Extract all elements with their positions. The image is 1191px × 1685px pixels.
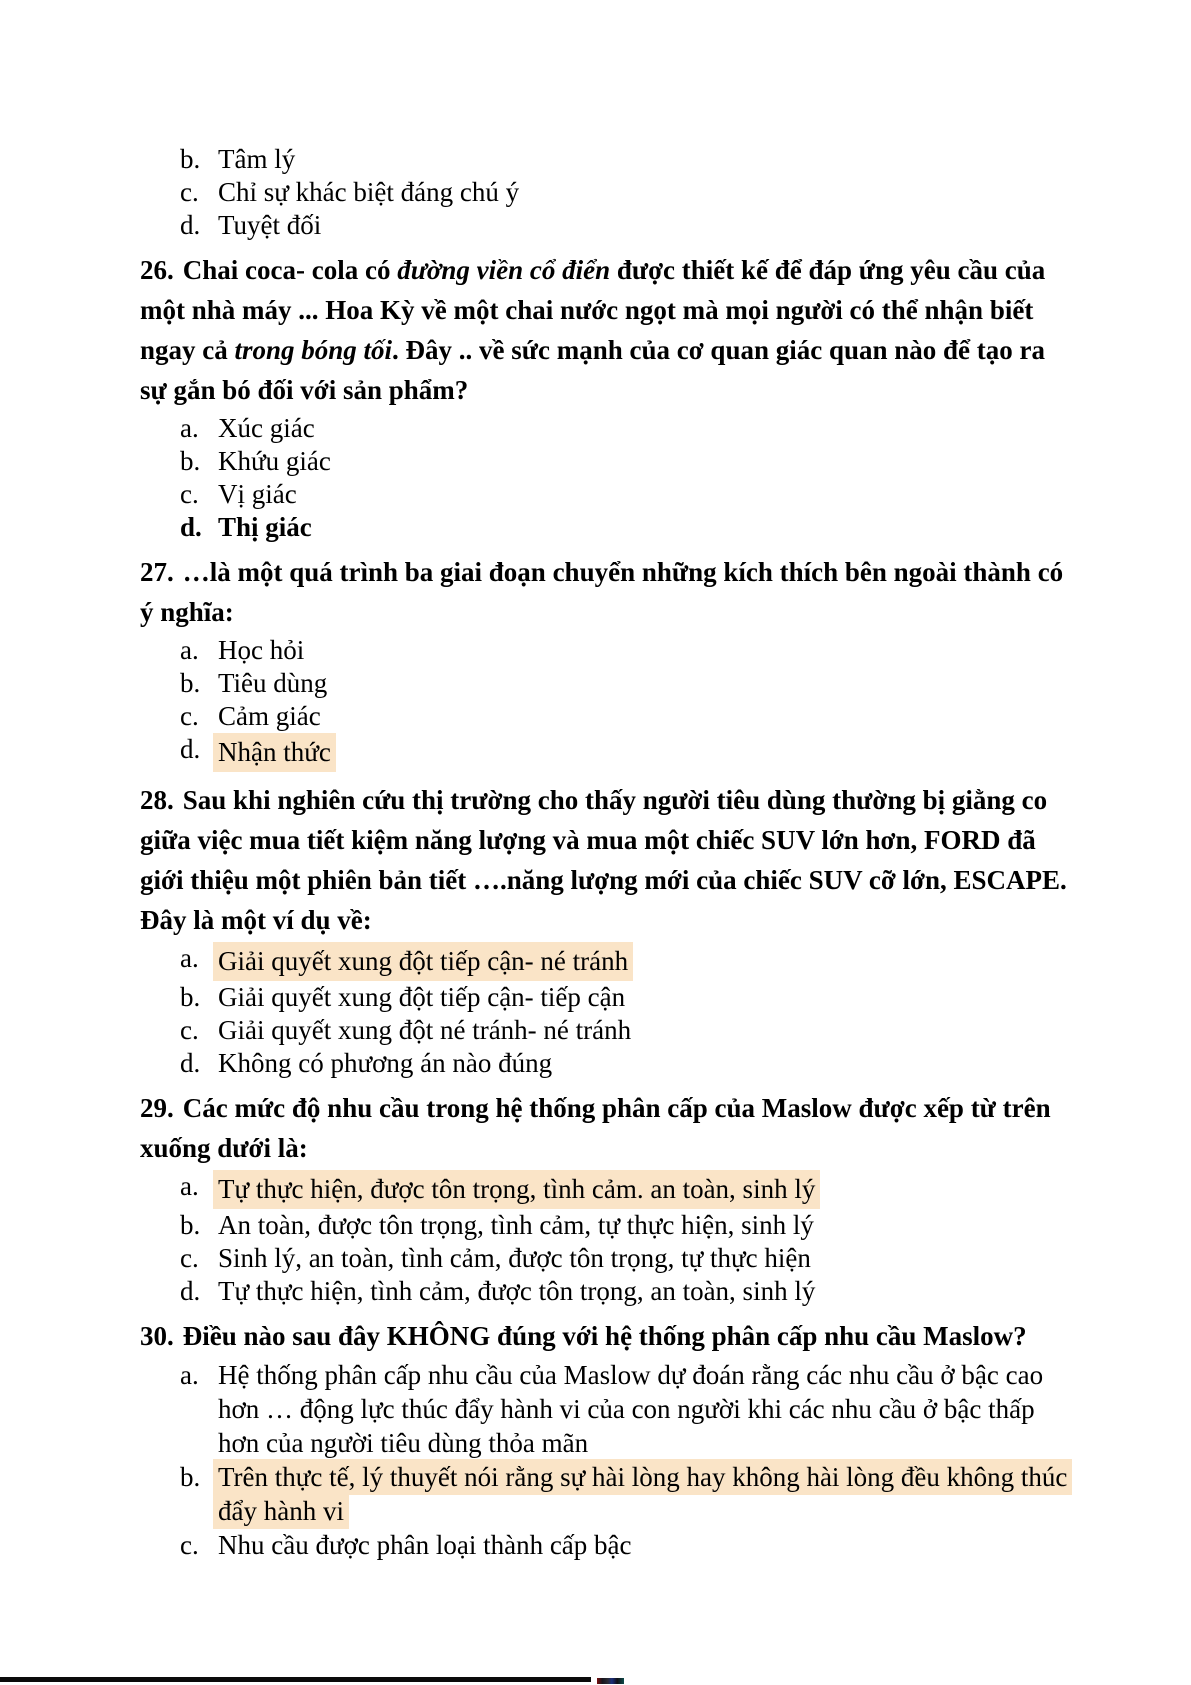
q27-option-d [180, 733, 1080, 772]
option-text: Chỉ sự khác biệt đáng chú ý [218, 177, 520, 207]
question-26-line-1 [140, 250, 1080, 290]
question-28-line-4: Đây là một ví dụ về: [140, 905, 372, 935]
option-text: Khứu giác [218, 446, 331, 476]
option-line: Hệ thống phân cấp nhu cầu của Maslow dự đoán rằng các nhu cầu ở bậc cao [218, 1360, 1044, 1390]
q28-option-d [180, 1047, 1080, 1080]
option-text: Giải quyết xung đột tiếp cận- tiếp cận [218, 982, 626, 1012]
option-text: Vị giác [218, 479, 297, 509]
highlighted-answer [218, 1460, 1067, 1528]
question-number: 26. [140, 255, 174, 285]
option-line [218, 1460, 1067, 1494]
option-letter: b. [180, 668, 201, 698]
question-text-segment: Các mức độ nhu cầu trong hệ thống phân cấp của Maslow được xếp từ trên [182, 1093, 1051, 1123]
option-letter: d. [180, 210, 201, 240]
option-letter: c. [180, 479, 199, 509]
quiz-content [140, 141, 1080, 1562]
question-29-line-1 [140, 1088, 1080, 1128]
option-text: Giải quyết xung đột né tránh- né tránh [218, 1015, 632, 1045]
option-text: Học hỏi [218, 635, 305, 665]
question-26-line-2: một nhà máy ... Hoa Kỳ về một chai nước ngọt mà mọi người có thể nhận biết [140, 295, 1034, 325]
q26-option-a [180, 412, 1080, 445]
q28-option-c [180, 1014, 1080, 1047]
option-text: Xúc giác [218, 413, 315, 443]
highlight-segment: Trên thực tế, lý thuyết nói rằng sự hài lòng hay không hài lòng đều không thúc [213, 1459, 1072, 1495]
q29-option-c [180, 1242, 1080, 1275]
question-30 [140, 1316, 1080, 1356]
option-line: hơn … động lực thúc đẩy hành vi của con người khi các nhu cầu ở bậc thấp [218, 1394, 1035, 1424]
option-letter: b. [180, 446, 201, 476]
q28-option-a [180, 942, 1080, 981]
option-letter: b. [180, 144, 201, 174]
question-number: 30. [140, 1321, 174, 1351]
question-text-segment: Sau khi nghiên cứu thị trường cho thấy người tiêu dùng thường bị giằng co [182, 785, 1048, 815]
question-28-line-3: giới thiệu một phiên bản tiết ….năng lượng mới của chiếc SUV cỡ lớn, ESCAPE. [140, 865, 1067, 895]
option-line [218, 1494, 1067, 1528]
question-26-line-3 [140, 330, 1080, 370]
q26-option-b [180, 445, 1080, 478]
option-text: An toàn, được tôn trọng, tình cảm, tự thực hiện, sinh lý [218, 1210, 814, 1240]
option-text: Tuyệt đối [218, 210, 322, 240]
question-29-options [180, 1170, 1080, 1308]
option-text: Tâm lý [218, 144, 296, 174]
highlight-segment: đẩy hành vi [213, 1493, 349, 1529]
option-letter: c. [180, 701, 199, 731]
option-text: Sinh lý, an toàn, tình cảm, được tôn trọng, tự thực hiện [218, 1243, 811, 1273]
question-number: 29. [140, 1093, 174, 1123]
q29-option-d [180, 1275, 1080, 1308]
question-26 [140, 250, 1080, 410]
italic-phrase: đường viền cổ điển [397, 255, 611, 285]
question-27-options [180, 634, 1080, 772]
q28-option-b [180, 981, 1080, 1014]
option-text: Tiêu dùng [218, 668, 328, 698]
question-number: 27. [140, 557, 174, 587]
option-letter: c. [180, 1243, 199, 1273]
question-27-line-2: ý nghĩa: [140, 597, 234, 627]
option-text: Tự thực hiện, tình cảm, được tôn trọng, an toàn, sinh lý [218, 1276, 816, 1306]
question-25-options [180, 143, 1080, 242]
question-28-line-2: giữa việc mua tiết kiệm năng lượng và mua một chiếc SUV lớn hơn, FORD đã [140, 825, 1036, 855]
q27-option-c [180, 700, 1080, 733]
highlighted-answer: Nhận thức [213, 733, 336, 772]
question-28 [140, 780, 1080, 940]
option-letter: b. [180, 1462, 201, 1492]
option-line: hơn của người tiêu dùng thỏa mãn [218, 1428, 589, 1458]
option-letter: a. [180, 635, 199, 665]
highlighted-answer: Giải quyết xung đột tiếp cận- né tránh [213, 942, 633, 981]
q26-option-c [180, 478, 1080, 511]
option-letter: a. [180, 413, 199, 443]
q29-option-a [180, 1170, 1080, 1209]
option-letter: a. [180, 1360, 199, 1390]
option-letter: c. [180, 1015, 199, 1045]
option-text: Cảm giác [218, 701, 321, 731]
question-number: 28. [140, 785, 174, 815]
question-30-options [180, 1358, 1080, 1562]
question-26-options [180, 412, 1080, 544]
question-text-segment: ngay cả [140, 335, 235, 365]
q27-option-b [180, 667, 1080, 700]
option-letter: d. [180, 1048, 201, 1078]
q30-option-a [180, 1358, 1080, 1460]
question-26-line-4: sự gắn bó đối với sản phẩm? [140, 375, 469, 405]
question-28-line-1 [140, 780, 1080, 820]
page-bottom-fragment [597, 1678, 624, 1684]
question-30-line-1 [140, 1316, 1080, 1356]
q27-option-a [180, 634, 1080, 667]
option-text: Thị giác [218, 512, 312, 542]
q25-option-b [180, 143, 1080, 176]
question-27-line-1 [140, 552, 1080, 592]
option-text [218, 1528, 632, 1562]
question-28-options [180, 942, 1080, 1080]
q29-option-b [180, 1209, 1080, 1242]
option-text [218, 1358, 1043, 1460]
highlighted-answer: Tự thực hiện, được tôn trọng, tình cảm. an toàn, sinh lý [213, 1170, 820, 1209]
question-text-segment: Chai coca- cola có [182, 255, 398, 285]
question-text-segment: Điều nào sau đây KHÔNG đúng với hệ thống phân cấp nhu cầu Maslow? [182, 1321, 1027, 1351]
option-letter: c. [180, 177, 199, 207]
option-letter: d. [180, 734, 201, 764]
option-letter: a. [180, 1171, 199, 1201]
q30-option-b [180, 1460, 1080, 1528]
option-letter: b. [180, 1210, 201, 1240]
option-letter: a. [180, 943, 199, 973]
option-line: Nhu cầu được phân loại thành cấp bậc [218, 1530, 632, 1560]
option-letter: b. [180, 982, 201, 1012]
q25-option-d [180, 209, 1080, 242]
question-29 [140, 1088, 1080, 1168]
italic-phrase: trong bóng tối [234, 335, 393, 365]
page-bottom-divider [0, 1677, 591, 1682]
question-29-line-2: xuống dưới là: [140, 1133, 308, 1163]
question-text-segment: . Đây .. về sức mạnh của cơ quan giác quan nào để tạo ra [392, 335, 1046, 365]
question-text-segment: được thiết kế để đáp ứng yêu cầu của [610, 255, 1046, 285]
q30-option-c [180, 1528, 1080, 1562]
question-27 [140, 552, 1080, 632]
q26-option-d [180, 511, 1080, 544]
question-text-segment: …là một quá trình ba giai đoạn chuyển những kích thích bên ngoài thành có [182, 557, 1064, 587]
option-letter: d. [180, 1276, 201, 1306]
option-letter: c. [180, 1530, 199, 1560]
q25-option-c [180, 176, 1080, 209]
option-text: Không có phương án nào đúng [218, 1048, 553, 1078]
option-letter: d. [180, 512, 202, 542]
